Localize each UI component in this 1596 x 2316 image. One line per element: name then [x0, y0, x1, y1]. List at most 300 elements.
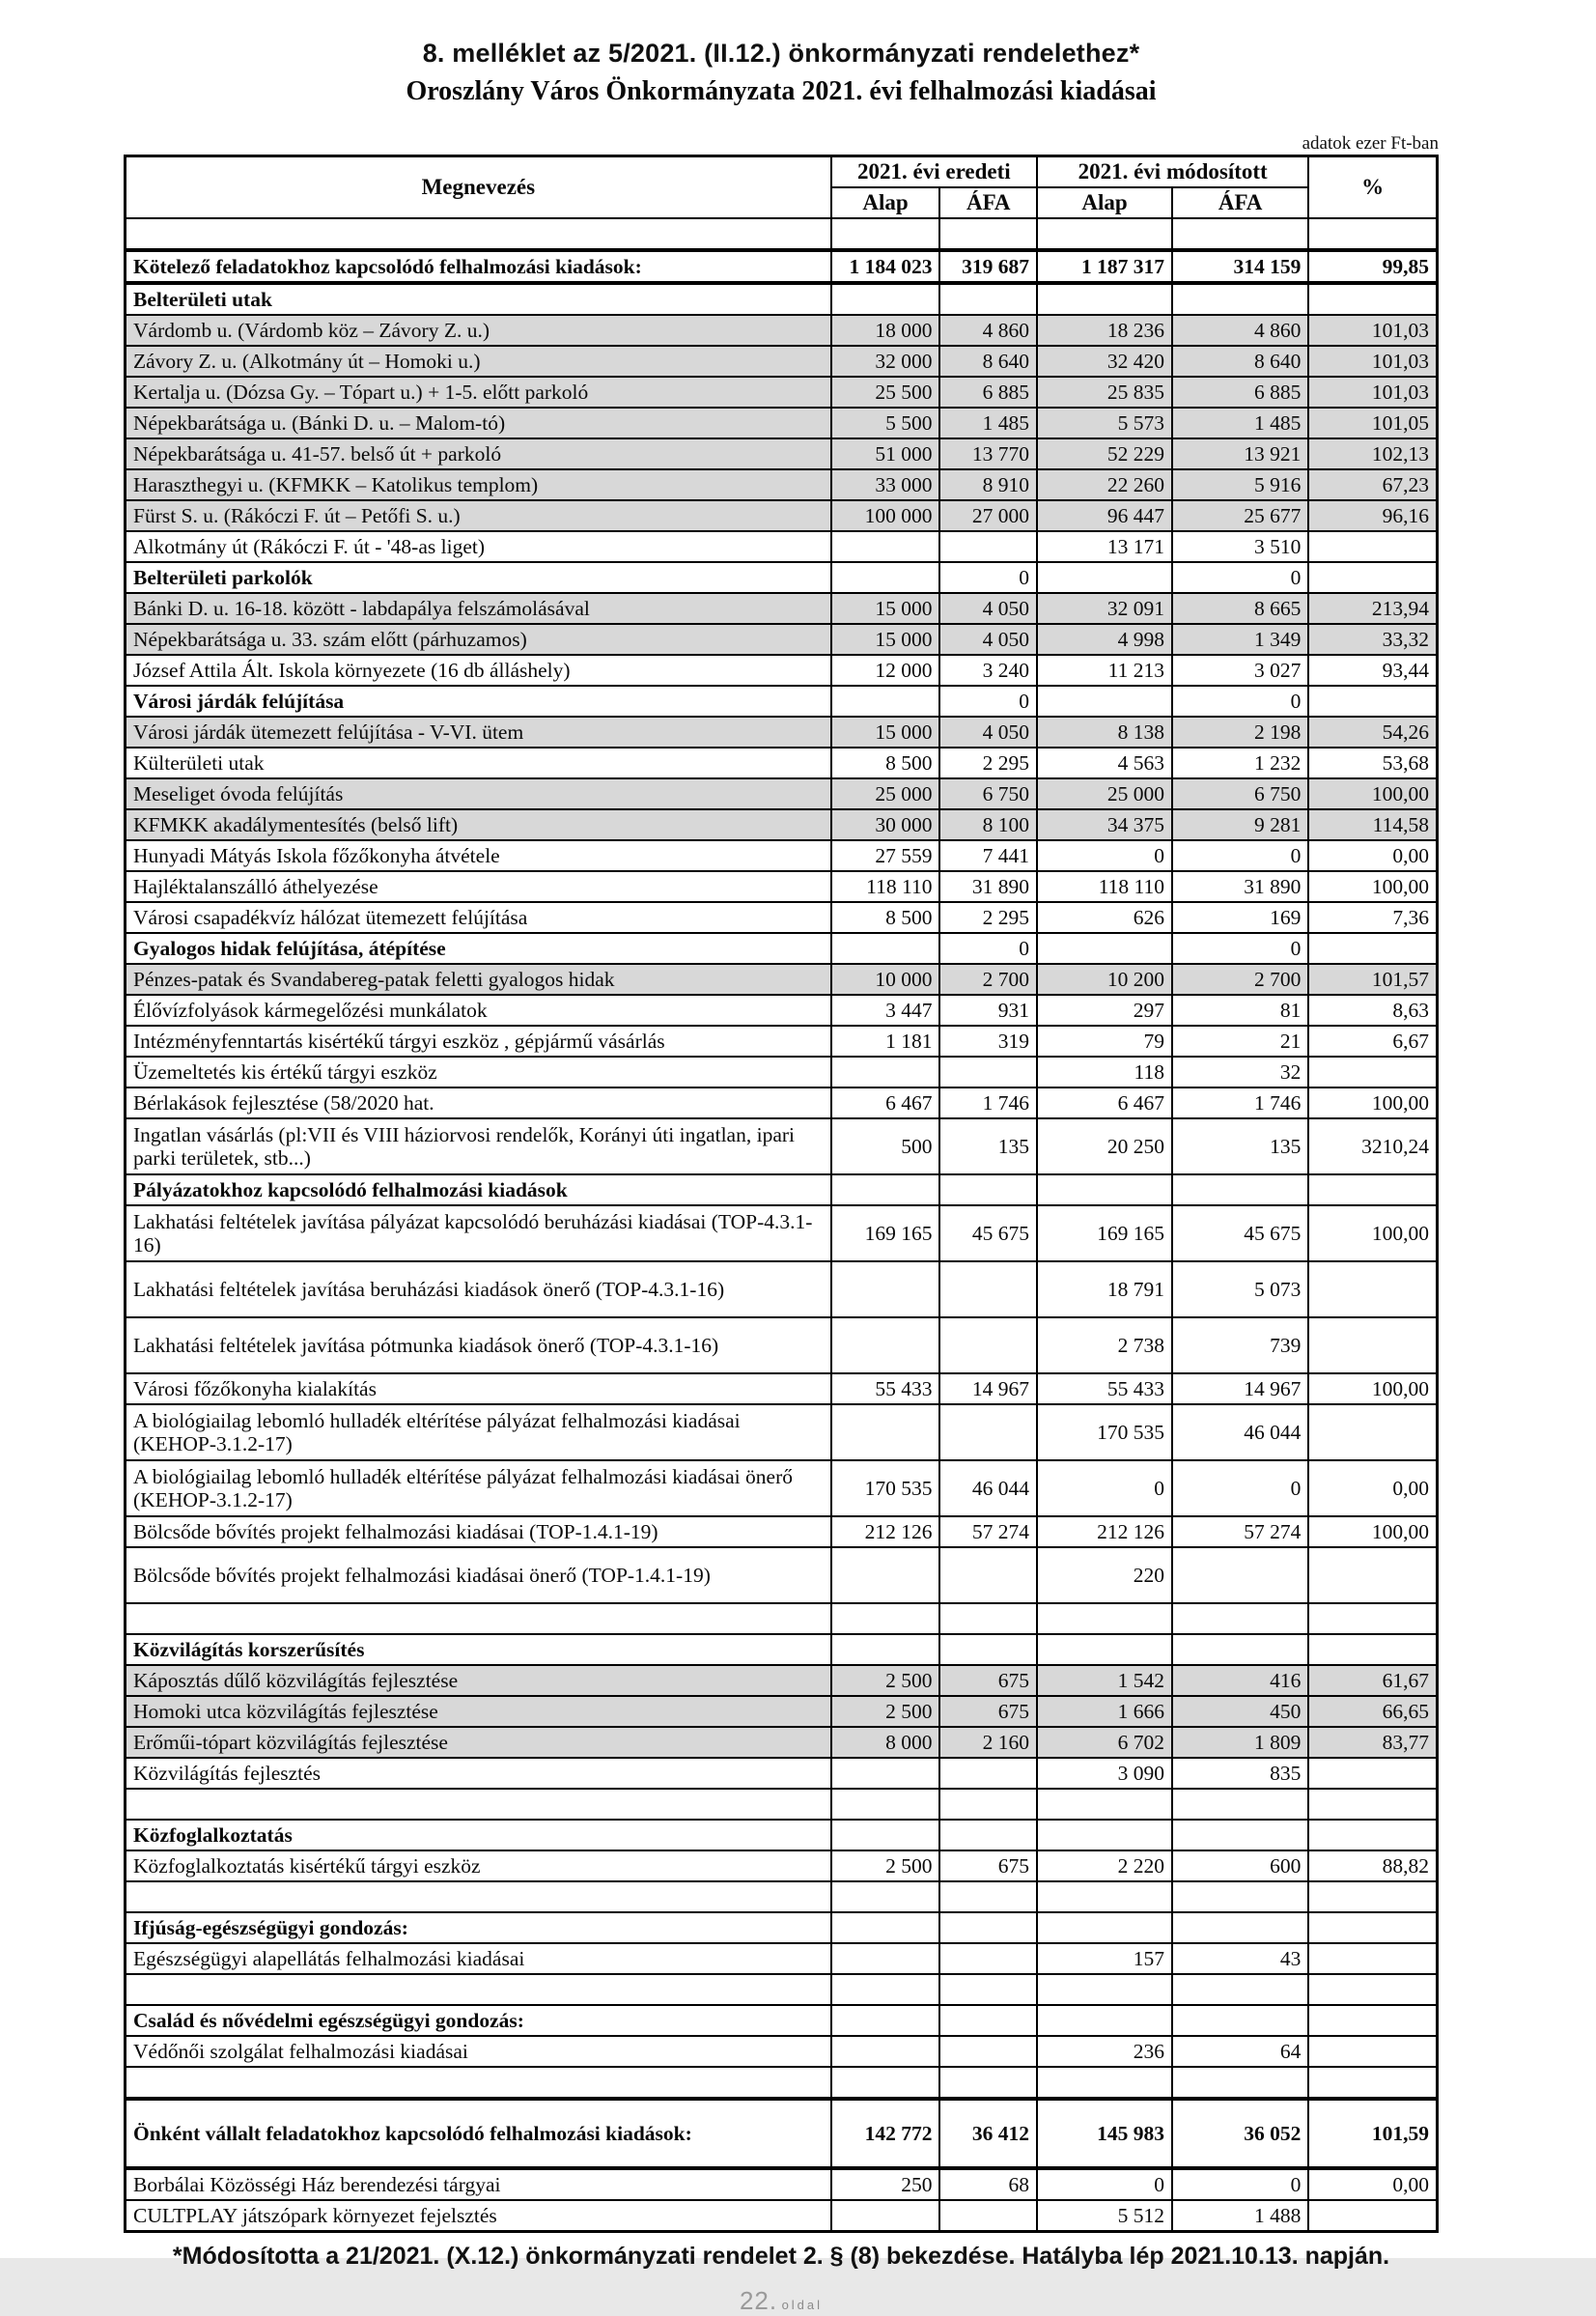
table-row [126, 2036, 1438, 2067]
cell-modositott-afa: 4 860 [1172, 315, 1308, 346]
table-row [126, 1404, 1438, 1460]
cell-eredeti-afa: 31 890 [939, 871, 1037, 902]
cell-eredeti-alap [831, 2200, 940, 2232]
cell-eredeti-afa: 0 [939, 933, 1037, 964]
row-label: Külterületi utak [126, 748, 831, 778]
cell-percent [1308, 1912, 1437, 1943]
cell-eredeti-afa [939, 1789, 1037, 1820]
table-row [126, 902, 1438, 933]
cell-modositott-alap [1037, 1820, 1172, 1850]
cell-eredeti-alap [831, 1943, 940, 1974]
cell-percent: 88,82 [1308, 1850, 1437, 1881]
cell-eredeti-alap [831, 1789, 940, 1820]
cell-modositott-afa: 13 921 [1172, 438, 1308, 469]
cell-percent [1308, 283, 1437, 315]
cell-eredeti-afa [939, 2036, 1037, 2067]
row-label: Pályázatokhoz kapcsolódó felhalmozási kiadások [126, 1174, 831, 1205]
cell-eredeti-alap: 3 447 [831, 995, 940, 1026]
cell-eredeti-afa: 7 441 [939, 840, 1037, 871]
row-label [126, 2067, 831, 2099]
row-label: Borbálai Közösségi Ház berendezési tárgyai [126, 2168, 831, 2200]
cell-eredeti-alap: 15 000 [831, 593, 940, 624]
header-modositott-alap: Alap [1037, 187, 1172, 218]
empty-row [126, 218, 1438, 250]
cell-modositott-afa: 450 [1172, 1696, 1308, 1727]
cell-eredeti-afa: 27 000 [939, 500, 1037, 531]
cell-eredeti-afa [939, 1974, 1037, 2005]
row-label [126, 1603, 831, 1634]
cell-modositott-afa: 416 [1172, 1665, 1308, 1696]
table-row [126, 871, 1438, 902]
table-row [126, 531, 1438, 562]
cell-eredeti-afa [939, 1057, 1037, 1087]
cell-modositott-afa: 1 809 [1172, 1727, 1308, 1758]
row-label: KFMKK akadálymentesítés (belső lift) [126, 809, 831, 840]
cell-modositott-alap: 22 260 [1037, 469, 1172, 500]
row-label: Ifjúság-egészségügyi gondozás: [126, 1912, 831, 1943]
cell-modositott-afa: 0 [1172, 562, 1308, 593]
cell-modositott-alap [1037, 1912, 1172, 1943]
cell-eredeti-alap [831, 1404, 940, 1460]
row-label: József Attila Ált. Iskola környezete (16 db álláshely) [126, 655, 831, 686]
cell-eredeti-alap: 10 000 [831, 964, 940, 995]
page-number-suffix: oldal [781, 2298, 824, 2312]
cell-modositott-afa: 25 677 [1172, 500, 1308, 531]
table-row [126, 840, 1438, 871]
cell-modositott-alap: 0 [1037, 2168, 1172, 2200]
table-row [126, 964, 1438, 995]
cell-modositott-alap: 297 [1037, 995, 1172, 1026]
row-label: Városi csapadékvíz hálózat ütemezett felújítása [126, 902, 831, 933]
cell-eredeti-alap [831, 2036, 940, 2067]
cell-eredeti-alap: 30 000 [831, 809, 940, 840]
cell-modositott-afa: 2 700 [1172, 964, 1308, 995]
row-label: Homoki utca közvilágítás fejlesztése [126, 1696, 831, 1727]
cell-modositott-alap [1037, 1174, 1172, 1205]
cell-eredeti-alap: 500 [831, 1118, 940, 1174]
cell-modositott-alap: 79 [1037, 1026, 1172, 1057]
cell-percent [1308, 1974, 1437, 2005]
cell-modositott-afa: 45 675 [1172, 1205, 1308, 1261]
row-label: Várdomb u. (Várdomb köz – Závory Z. u.) [126, 315, 831, 346]
table-row [126, 346, 1438, 377]
cell-modositott-alap [1037, 283, 1172, 315]
cell-modositott-afa: 1 488 [1172, 2200, 1308, 2232]
row-label: Önként vállalt feladatokhoz kapcsolódó felhalmozási kiadások: [126, 2099, 831, 2168]
row-label: Városi járdák felújítása [126, 686, 831, 717]
cell-eredeti-alap: 25 500 [831, 377, 940, 408]
cell-percent: 61,67 [1308, 1665, 1437, 1696]
table-row [126, 1026, 1438, 1057]
cell-modositott-alap: 169 165 [1037, 1205, 1172, 1261]
table-row [126, 2005, 1438, 2036]
cell-eredeti-alap [831, 1912, 940, 1943]
cell-percent: 96,16 [1308, 500, 1437, 531]
cell-percent: 6,67 [1308, 1026, 1437, 1057]
cell-eredeti-alap [831, 1547, 940, 1603]
cell-percent: 83,77 [1308, 1727, 1437, 1758]
row-label: Lakhatási feltételek javítása pótmunka kiadások önerő (TOP-4.3.1-16) [126, 1317, 831, 1373]
cell-percent: 7,36 [1308, 902, 1437, 933]
empty-row [126, 2067, 1438, 2099]
cell-modositott-afa [1172, 283, 1308, 315]
row-label [126, 1974, 831, 2005]
cell-eredeti-alap [831, 1317, 940, 1373]
cell-percent [1308, 1057, 1437, 1087]
cell-eredeti-afa: 13 770 [939, 438, 1037, 469]
table-row [126, 748, 1438, 778]
cell-eredeti-alap: 118 110 [831, 871, 940, 902]
cell-eredeti-afa: 8 100 [939, 809, 1037, 840]
row-label: Élővízfolyások kármegelőzési munkálatok [126, 995, 831, 1026]
cell-eredeti-alap: 169 165 [831, 1205, 940, 1261]
cell-eredeti-alap [831, 218, 940, 250]
table-row [126, 1943, 1438, 1974]
table-row [126, 1261, 1438, 1317]
cell-eredeti-alap [831, 1057, 940, 1087]
cell-eredeti-alap: 142 772 [831, 2099, 940, 2168]
cell-modositott-afa: 0 [1172, 2168, 1308, 2200]
empty-row [126, 1603, 1438, 1634]
row-label: Gyalogos hidak felújítása, átépítése [126, 933, 831, 964]
cell-eredeti-afa [939, 1912, 1037, 1943]
cell-eredeti-afa: 6 885 [939, 377, 1037, 408]
cell-modositott-alap: 10 200 [1037, 964, 1172, 995]
cell-percent: 101,59 [1308, 2099, 1437, 2168]
cell-modositott-afa: 31 890 [1172, 871, 1308, 902]
cell-modositott-alap: 157 [1037, 1943, 1172, 1974]
row-label: Kötelező feladatokhoz kapcsolódó felhalmozási kiadások: [126, 250, 831, 283]
cell-percent: 0,00 [1308, 840, 1437, 871]
cell-eredeti-alap: 32 000 [831, 346, 940, 377]
row-label [126, 1789, 831, 1820]
cell-eredeti-alap [831, 1820, 940, 1850]
row-label: Lakhatási feltételek javítása pályázat kapcsolódó beruházási kiadásai (TOP-4.3.1-16) [126, 1205, 831, 1261]
row-label: Népekbarátsága u. 41-57. belső út + parkoló [126, 438, 831, 469]
row-label: Belterületi utak [126, 283, 831, 315]
header-megnevezes: Megnevezés [126, 156, 831, 219]
row-label: Család és nővédelmi egészségügyi gondozás: [126, 2005, 831, 2036]
cell-modositott-afa: 1 746 [1172, 1087, 1308, 1118]
cell-modositott-alap: 118 110 [1037, 871, 1172, 902]
table-row [126, 655, 1438, 686]
cell-percent [1308, 2067, 1437, 2099]
row-label: Hajléktalanszálló áthelyezése [126, 871, 831, 902]
table-row [126, 1205, 1438, 1261]
cell-modositott-afa: 3 027 [1172, 655, 1308, 686]
cell-eredeti-afa: 6 750 [939, 778, 1037, 809]
cell-modositott-alap: 11 213 [1037, 655, 1172, 686]
cell-percent [1308, 1820, 1437, 1850]
cell-modositott-afa: 1 349 [1172, 624, 1308, 655]
table-row [126, 250, 1438, 283]
cell-modositott-alap [1037, 686, 1172, 717]
cell-percent: 0,00 [1308, 1460, 1437, 1516]
cell-modositott-afa [1172, 1547, 1308, 1603]
table-row [126, 686, 1438, 717]
cell-modositott-alap: 212 126 [1037, 1516, 1172, 1547]
cell-eredeti-afa: 14 967 [939, 1373, 1037, 1404]
cell-eredeti-alap: 25 000 [831, 778, 940, 809]
cell-eredeti-afa: 1 485 [939, 408, 1037, 438]
cell-eredeti-afa [939, 283, 1037, 315]
header-modositott-afa: ÁFA [1172, 187, 1308, 218]
table-row [126, 562, 1438, 593]
cell-eredeti-alap: 5 500 [831, 408, 940, 438]
cell-eredeti-afa: 931 [939, 995, 1037, 1026]
cell-percent: 114,58 [1308, 809, 1437, 840]
cell-eredeti-afa [939, 1820, 1037, 1850]
row-label: Hunyadi Mátyás Iskola főzőkonyha átvétele [126, 840, 831, 871]
cell-modositott-afa: 1 485 [1172, 408, 1308, 438]
cell-percent: 0,00 [1308, 2168, 1437, 2200]
table-row [126, 2200, 1438, 2232]
cell-percent: 100,00 [1308, 1373, 1437, 1404]
cell-eredeti-alap: 250 [831, 2168, 940, 2200]
cell-modositott-alap [1037, 1603, 1172, 1634]
cell-eredeti-afa [939, 2067, 1037, 2099]
cell-modositott-afa: 6 750 [1172, 778, 1308, 809]
cell-eredeti-alap: 1 181 [831, 1026, 940, 1057]
cell-percent: 66,65 [1308, 1696, 1437, 1727]
cell-modositott-afa: 835 [1172, 1758, 1308, 1789]
cell-modositott-afa: 57 274 [1172, 1516, 1308, 1547]
cell-modositott-afa: 0 [1172, 1460, 1308, 1516]
table-body [126, 218, 1438, 2232]
cell-modositott-alap: 145 983 [1037, 2099, 1172, 2168]
header-percent: % [1308, 156, 1437, 219]
cell-eredeti-alap: 15 000 [831, 624, 940, 655]
row-label [126, 1881, 831, 1912]
cell-eredeti-afa: 68 [939, 2168, 1037, 2200]
cell-percent: 100,00 [1308, 1516, 1437, 1547]
cell-percent: 101,05 [1308, 408, 1437, 438]
cell-eredeti-afa [939, 1261, 1037, 1317]
cell-modositott-afa [1172, 2005, 1308, 2036]
cell-percent: 100,00 [1308, 871, 1437, 902]
cell-modositott-afa: 9 281 [1172, 809, 1308, 840]
expenditure-table [124, 155, 1439, 2233]
cell-eredeti-afa: 45 675 [939, 1205, 1037, 1261]
row-label: Pénzes-patak és Svandabereg-patak feletti gyalogos hidak [126, 964, 831, 995]
cell-modositott-afa [1172, 1603, 1308, 1634]
row-label: Közfoglalkoztatás kisértékű tárgyi eszköz [126, 1850, 831, 1881]
header-modositott: 2021. évi módosított [1037, 156, 1308, 188]
cell-eredeti-alap [831, 283, 940, 315]
cell-percent [1308, 1261, 1437, 1317]
cell-percent [1308, 1634, 1437, 1665]
cell-eredeti-afa [939, 1317, 1037, 1373]
cell-modositott-alap: 13 171 [1037, 531, 1172, 562]
cell-percent: 33,32 [1308, 624, 1437, 655]
cell-percent [1308, 1603, 1437, 1634]
cell-modositott-afa: 600 [1172, 1850, 1308, 1881]
table-row [126, 1373, 1438, 1404]
cell-modositott-afa: 21 [1172, 1026, 1308, 1057]
cell-eredeti-afa: 2 295 [939, 748, 1037, 778]
table-row [126, 1516, 1438, 1547]
cell-eredeti-afa: 4 050 [939, 717, 1037, 748]
cell-eredeti-afa: 36 412 [939, 2099, 1037, 2168]
cell-modositott-afa: 6 885 [1172, 377, 1308, 408]
table-row [126, 408, 1438, 438]
cell-modositott-afa [1172, 1881, 1308, 1912]
cell-eredeti-afa: 8 640 [939, 346, 1037, 377]
cell-modositott-alap: 0 [1037, 1460, 1172, 1516]
cell-eredeti-alap: 1 184 023 [831, 250, 940, 283]
cell-eredeti-alap [831, 933, 940, 964]
cell-eredeti-afa: 319 687 [939, 250, 1037, 283]
cell-modositott-alap [1037, 562, 1172, 593]
cell-modositott-afa: 2 198 [1172, 717, 1308, 748]
cell-modositott-alap: 52 229 [1037, 438, 1172, 469]
cell-eredeti-afa: 675 [939, 1696, 1037, 1727]
cell-modositott-alap: 8 138 [1037, 717, 1172, 748]
table-row [126, 1850, 1438, 1881]
cell-eredeti-afa: 3 240 [939, 655, 1037, 686]
cell-percent: 100,00 [1308, 778, 1437, 809]
row-label: Üzemeltetés kis értékű tárgyi eszköz [126, 1057, 831, 1087]
cell-eredeti-alap [831, 1603, 940, 1634]
row-label: Népekbarátsága u. (Bánki D. u. – Malom-tó) [126, 408, 831, 438]
cell-percent: 101,57 [1308, 964, 1437, 995]
cell-modositott-alap: 626 [1037, 902, 1172, 933]
unit-note: adatok ezer Ft-ban [1302, 133, 1439, 154]
cell-eredeti-afa [939, 1547, 1037, 1603]
cell-eredeti-afa [939, 2005, 1037, 2036]
cell-eredeti-afa [939, 1881, 1037, 1912]
cell-eredeti-afa: 57 274 [939, 1516, 1037, 1547]
cell-eredeti-afa [939, 1603, 1037, 1634]
row-label [126, 218, 831, 250]
cell-modositott-afa: 32 [1172, 1057, 1308, 1087]
cell-modositott-afa [1172, 1634, 1308, 1665]
cell-modositott-alap: 0 [1037, 840, 1172, 871]
table-row [126, 1696, 1438, 1727]
cell-eredeti-afa [939, 218, 1037, 250]
cell-eredeti-afa: 135 [939, 1118, 1037, 1174]
cell-percent [1308, 531, 1437, 562]
cell-modositott-alap: 118 [1037, 1057, 1172, 1087]
cell-percent [1308, 1943, 1437, 1974]
cell-percent: 101,03 [1308, 346, 1437, 377]
row-label: Haraszthegyi u. (KFMKK – Katolikus templom) [126, 469, 831, 500]
cell-percent: 99,85 [1308, 250, 1437, 283]
cell-modositott-alap: 18 236 [1037, 315, 1172, 346]
cell-eredeti-afa: 319 [939, 1026, 1037, 1057]
cell-modositott-alap: 55 433 [1037, 1373, 1172, 1404]
cell-percent [1308, 686, 1437, 717]
cell-modositott-afa: 5 916 [1172, 469, 1308, 500]
table-row [126, 2168, 1438, 2200]
cell-eredeti-afa [939, 1174, 1037, 1205]
cell-eredeti-afa [939, 1404, 1037, 1460]
cell-modositott-alap [1037, 1881, 1172, 1912]
cell-modositott-afa [1172, 1820, 1308, 1850]
cell-eredeti-alap: 15 000 [831, 717, 940, 748]
cell-eredeti-afa [939, 531, 1037, 562]
table-row [126, 809, 1438, 840]
cell-modositott-alap: 32 091 [1037, 593, 1172, 624]
row-label: Ingatlan vásárlás (pl:VII és VIII háziorvosi rendelők, Korányi úti ingatlan, ipari parki területek, stb...) [126, 1118, 831, 1174]
cell-modositott-alap [1037, 2005, 1172, 2036]
cell-percent [1308, 933, 1437, 964]
cell-eredeti-afa: 46 044 [939, 1460, 1037, 1516]
table-row [126, 469, 1438, 500]
cell-percent: 102,13 [1308, 438, 1437, 469]
cell-modositott-alap: 2 738 [1037, 1317, 1172, 1373]
empty-row [126, 1974, 1438, 2005]
cell-eredeti-afa: 2 700 [939, 964, 1037, 995]
row-label: Városi járdák ütemezett felújítása - V-VI. ütem [126, 717, 831, 748]
table-row [126, 438, 1438, 469]
page-number-value: 22. [739, 2286, 778, 2315]
cell-eredeti-afa: 675 [939, 1850, 1037, 1881]
cell-modositott-alap [1037, 1789, 1172, 1820]
cell-eredeti-afa: 4 050 [939, 624, 1037, 655]
row-label: Közvilágítás korszerűsítés [126, 1634, 831, 1665]
table-row [126, 717, 1438, 748]
cell-eredeti-alap: 2 500 [831, 1850, 940, 1881]
cell-percent: 53,68 [1308, 748, 1437, 778]
cell-percent [1308, 1758, 1437, 1789]
table-row [126, 1460, 1438, 1516]
row-label: Bölcsőde bővítés projekt felhalmozási kiadásai (TOP-1.4.1-19) [126, 1516, 831, 1547]
cell-percent [1308, 1174, 1437, 1205]
cell-eredeti-afa: 675 [939, 1665, 1037, 1696]
row-label: Meseliget óvoda felújítás [126, 778, 831, 809]
cell-modositott-alap [1037, 1634, 1172, 1665]
cell-eredeti-alap [831, 531, 940, 562]
footnote: *Módosította a 21/2021. (X.12.) önkormányzati rendelet 2. § (8) bekezdése. Hatályba lép 2021.10.13. napján. [172, 2243, 1390, 2270]
cell-modositott-alap: 5 512 [1037, 2200, 1172, 2232]
table-row [126, 1118, 1438, 1174]
cell-eredeti-afa: 0 [939, 686, 1037, 717]
cell-modositott-afa: 0 [1172, 933, 1308, 964]
cell-percent [1308, 218, 1437, 250]
cell-eredeti-afa: 0 [939, 562, 1037, 593]
table-row [126, 1087, 1438, 1118]
cell-modositott-afa: 8 640 [1172, 346, 1308, 377]
cell-modositott-alap: 96 447 [1037, 500, 1172, 531]
header-eredeti-alap: Alap [831, 187, 940, 218]
cell-modositott-alap: 18 791 [1037, 1261, 1172, 1317]
cell-modositott-alap [1037, 2067, 1172, 2099]
cell-modositott-afa: 3 510 [1172, 531, 1308, 562]
cell-modositott-afa: 81 [1172, 995, 1308, 1026]
cell-modositott-afa: 0 [1172, 840, 1308, 871]
row-label: Alkotmány út (Rákóczi F. út - '48-as liget) [126, 531, 831, 562]
table-row [126, 1820, 1438, 1850]
cell-modositott-afa [1172, 1974, 1308, 2005]
cell-percent [1308, 2036, 1437, 2067]
table-row [126, 1912, 1438, 1943]
cell-percent [1308, 1789, 1437, 1820]
cell-percent [1308, 1881, 1437, 1912]
row-label: CULTPLAY játszópark környezet fejelsztés [126, 2200, 831, 2232]
table-row [126, 624, 1438, 655]
cell-modositott-afa: 314 159 [1172, 250, 1308, 283]
cell-modositott-alap: 6 467 [1037, 1087, 1172, 1118]
cell-percent: 54,26 [1308, 717, 1437, 748]
cell-eredeti-alap: 8 000 [831, 1727, 940, 1758]
cell-eredeti-alap [831, 2067, 940, 2099]
cell-modositott-afa: 5 073 [1172, 1261, 1308, 1317]
annex-title: 8. melléklet az 5/2021. (II.12.) önkormányzati rendelethez* [422, 39, 1140, 68]
table-row [126, 1174, 1438, 1205]
cell-percent [1308, 1317, 1437, 1373]
cell-modositott-afa: 8 665 [1172, 593, 1308, 624]
